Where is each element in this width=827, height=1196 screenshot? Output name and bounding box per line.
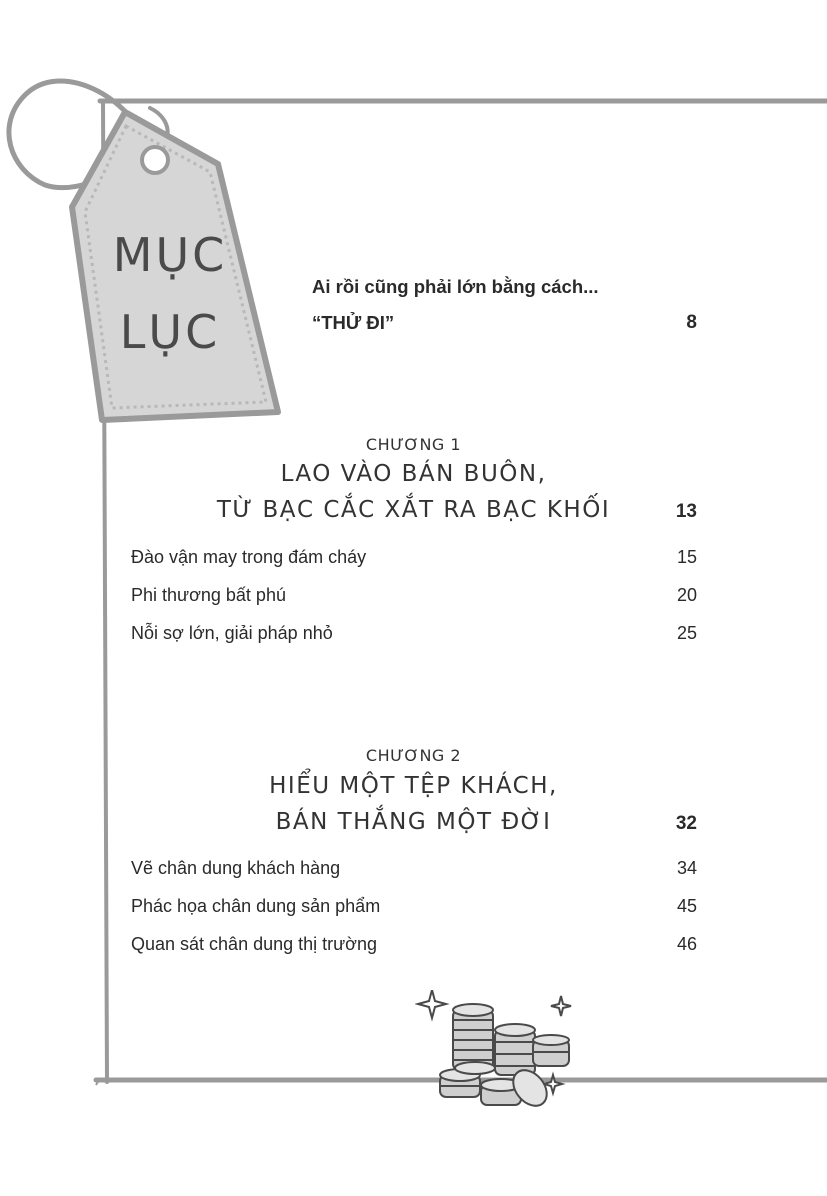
chapter-2-label: CHƯƠNG 2 [365,746,462,765]
tag-title-line2: LỤC [119,305,221,359]
toc-entry[interactable]: Nỗi sợ lớn, giải pháp nhỏ [131,623,333,643]
toc-entry-page: 34 [676,858,697,878]
chapter-1-title-line2: TỪ BẠC CẮC XẮT RA BẠC KHỐI [216,497,611,523]
chapter-1-page-number: 13 [675,501,697,522]
toc-entry[interactable]: Vẽ chân dung khách hàng [131,858,341,878]
toc-entry[interactable]: Phi thương bất phú [131,585,286,605]
toc-entry-page: 45 [676,896,697,916]
toc-entry-page: 20 [676,585,697,605]
sparkle-icon [551,996,571,1016]
intro-line1: Ai rồi cũng phải lớn bằng cách... [312,276,599,297]
intro-line2: “THỬ ĐI” [312,312,395,333]
toc-entry[interactable]: Phác họa chân dung sản phẩm [131,896,381,916]
intro-page-number: 8 [686,312,697,333]
toc-entry[interactable]: Quan sát chân dung thị trường [131,934,378,954]
toc-entry[interactable]: Đào vận may trong đám cháy [131,547,367,567]
toc-entry-page: 46 [676,934,697,954]
tag-title-line1: MỤC [112,228,228,282]
chapter-1-label: CHƯƠNG 1 [365,435,462,454]
chapter-2-page-number: 32 [675,813,697,834]
toc-entry-page: 15 [676,547,697,567]
chapter-1-title-line1: LAO VÀO BÁN BUÔN, [280,461,547,487]
sparkle-icon [418,990,446,1018]
chapter-2-title-line1: HIỂU MỘT TỆP KHÁCH, [269,773,558,799]
chapter-2-title-line2: BÁN THẮNG MỘT ĐỜI [275,809,552,835]
toc-entry-page: 25 [676,623,697,643]
coin-stack-icon [415,990,580,1115]
